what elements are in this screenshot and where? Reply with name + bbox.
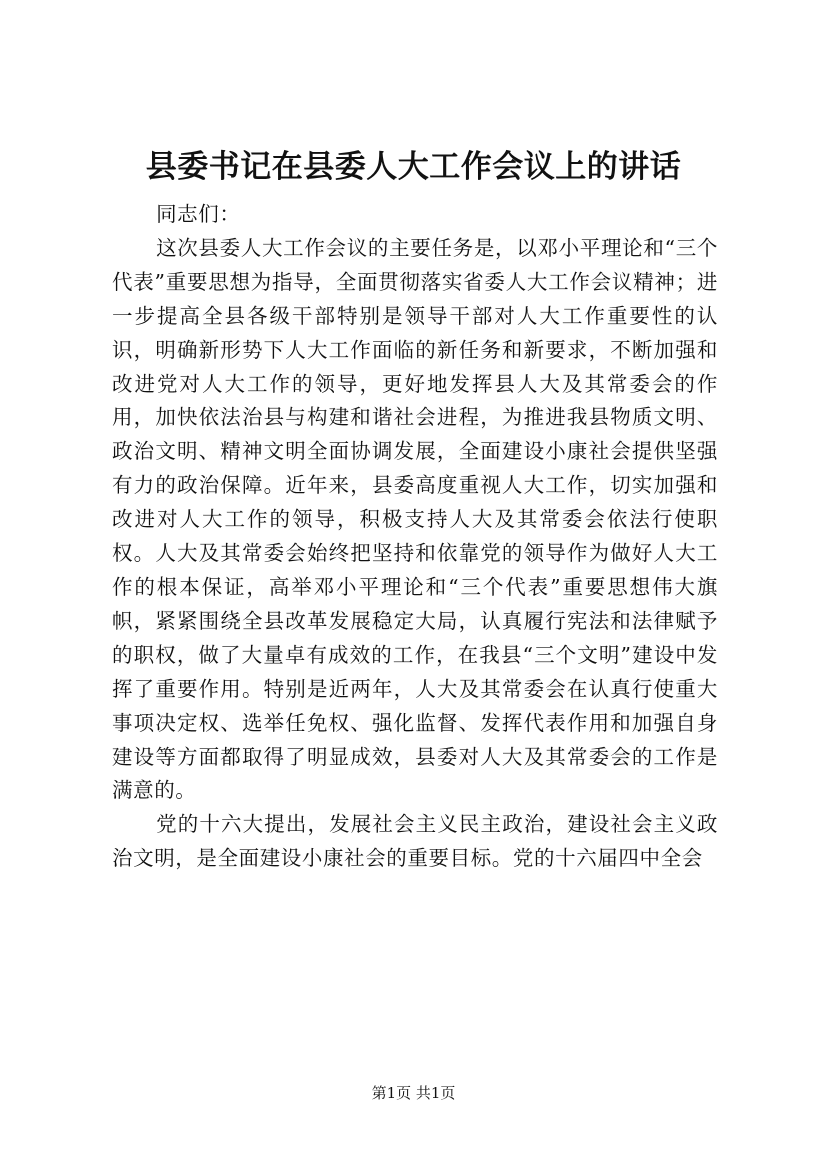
document-body	[112, 198, 718, 876]
body-paragraph: 党的十六大提出，发展社会主义民主政治，建设社会主义政治文明，是全面建设小康社会的重要目标。党的十六届四中全会	[112, 812, 718, 871]
body-paragraph: 这次县委人大工作会议的主要任务是，以邓小平理论和“三个代表”重要思想为指导，全面贯彻落实省委人大工作会议精神；进一步提高全县各级干部特别是领导干部对人大工作重要性的认识，明确新形势下人大工作面临的新任务和新要求，不断加强和改进党对人大工作的领导，更好地发挥县人大及其常委会的作用，加快依法治县与构建和谐社会进程，为推进我县物质文明、政治文明、精神文明全面协调发展，全面建设小康社会提供坚强有力的政治保障。近年来，县委高度重视人大工作，切实加强和改进对人大工作的领导，积极支持人大及其常委会依法行使职权。人大及其常委会始终把坚持和依靠党的领导作为做好人大工作的根本保证，高举邓小平理论和“三个代表”重要思想伟大旗帜，紧紧围绕全县改革发展稳定大局，认真履行宪法和法律赋予的职权，做了大量卓有成效的工作，在我县“三个文明”建设中发挥了重要作用。特别是近两年，人大及其常委会在认真行使重大事项决定权、选举任免权、强化监督、发挥代表作用和加强自身建设等方面都取得了明显成效，县委对人大及其常委会的工作是满意的。	[112, 235, 718, 803]
page-footer: 第1页 共1页	[371, 1084, 456, 1102]
document-title: 县委书记在县委人大工作会议上的讲话	[145, 149, 682, 185]
greeting-line: 同志们：	[156, 202, 241, 226]
